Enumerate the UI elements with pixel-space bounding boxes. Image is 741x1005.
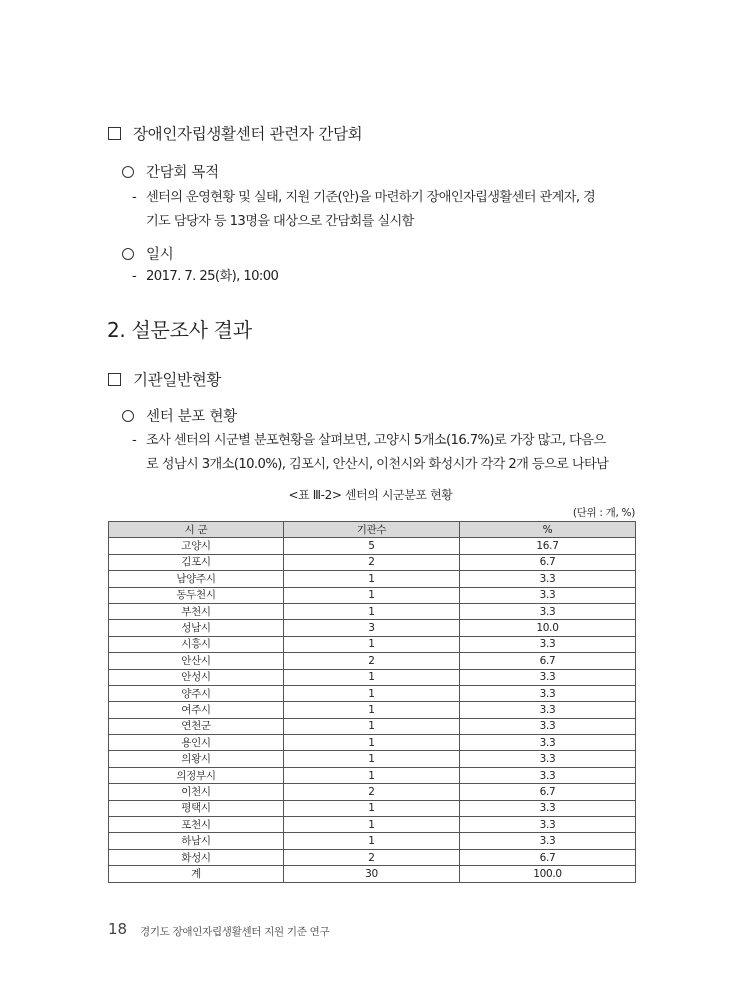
- table-unit: (단위 : 개, %): [572, 507, 635, 519]
- cell-count: 1: [284, 718, 460, 734]
- cell-city: 안산시: [109, 653, 284, 669]
- cell-count: 1: [284, 587, 460, 603]
- table-row: [109, 587, 636, 603]
- date-heading-text: 일시: [146, 247, 174, 263]
- cell-percent: 3.3: [460, 603, 636, 619]
- cell-percent: 3.3: [460, 669, 636, 685]
- cell-count: 2: [284, 554, 460, 570]
- table-row: [109, 735, 636, 751]
- footer-title: 경기도 장애인자립생활센터 지원 기준 연구: [140, 926, 330, 938]
- date-paragraph: [132, 265, 646, 289]
- cell-count: 1: [284, 603, 460, 619]
- cell-percent: 6.7: [460, 554, 636, 570]
- cell-count: 2: [284, 784, 460, 800]
- cell-percent: 3.3: [460, 800, 636, 816]
- cell-count: 3: [284, 620, 460, 636]
- cell-percent: 10.0: [460, 620, 636, 636]
- cell-percent: 3.3: [460, 571, 636, 587]
- checkbox-square-icon: [108, 373, 121, 386]
- table-header-row: [109, 522, 636, 538]
- cell-count: 1: [284, 735, 460, 751]
- table-row: [109, 833, 636, 849]
- cell-count: 30: [284, 866, 460, 882]
- table-row: [109, 702, 636, 718]
- table-row: [109, 784, 636, 800]
- table-row: [109, 636, 636, 652]
- distribution-heading: [122, 405, 237, 426]
- cell-city: 양주시: [109, 685, 284, 701]
- table-row: [109, 653, 636, 669]
- table-row: [109, 603, 636, 619]
- circle-bullet-icon: [122, 166, 134, 178]
- cell-city: 성남시: [109, 620, 284, 636]
- cell-city: 연천군: [109, 718, 284, 734]
- cell-city: 시흥시: [109, 636, 284, 652]
- page-number: 18: [108, 920, 128, 938]
- cell-city: 의왕시: [109, 751, 284, 767]
- distribution-table: [108, 521, 636, 883]
- checkbox-square-icon: [108, 127, 121, 140]
- circle-bullet-icon: [122, 248, 134, 260]
- purpose-heading: [122, 161, 219, 182]
- section-title-general: [108, 368, 221, 390]
- cell-percent: 3.3: [460, 817, 636, 833]
- table-row: [109, 538, 636, 554]
- cell-count: 5: [284, 538, 460, 554]
- cell-percent: 3.3: [460, 718, 636, 734]
- cell-city: 용인시: [109, 735, 284, 751]
- cell-percent: 3.3: [460, 587, 636, 603]
- distribution-paragraph: [132, 429, 646, 477]
- cell-count: 1: [284, 669, 460, 685]
- cell-percent: 3.3: [460, 685, 636, 701]
- circle-bullet-icon: [122, 410, 134, 422]
- table-row: [109, 620, 636, 636]
- cell-percent: 3.3: [460, 636, 636, 652]
- table-row: [109, 571, 636, 587]
- cell-percent: 16.7: [460, 538, 636, 554]
- cell-city: 평택시: [109, 800, 284, 816]
- cell-city: 하남시: [109, 833, 284, 849]
- cell-percent: 6.7: [460, 849, 636, 865]
- cell-count: 1: [284, 571, 460, 587]
- cell-city: 포천시: [109, 817, 284, 833]
- cell-count: 2: [284, 849, 460, 865]
- header-percent: %: [460, 522, 636, 538]
- general-title-text: 기관일반현황: [133, 371, 222, 389]
- cell-count: 1: [284, 685, 460, 701]
- cell-percent: 3.3: [460, 702, 636, 718]
- cell-percent: 6.7: [460, 784, 636, 800]
- cell-city: 계: [109, 866, 284, 882]
- header-city: 시 군: [109, 522, 284, 538]
- purpose-line-2: 기도 담당자 등 13명을 대상으로 간담회를 실시함: [146, 214, 414, 229]
- table-row: [109, 718, 636, 734]
- cell-count: 1: [284, 833, 460, 849]
- dash-bullet: -: [132, 190, 137, 205]
- cell-percent: 100.0: [460, 866, 636, 882]
- table-row: [109, 685, 636, 701]
- cell-count: 1: [284, 702, 460, 718]
- cell-count: 1: [284, 767, 460, 783]
- purpose-paragraph: [132, 186, 646, 234]
- purpose-line-1: 센터의 운영현황 및 실태, 지원 기준(안)을 마련하기 장애인자립생활센터 관계자, 경: [146, 190, 596, 205]
- cell-percent: 6.7: [460, 653, 636, 669]
- purpose-heading-text: 간담회 목적: [146, 165, 219, 181]
- cell-count: 1: [284, 751, 460, 767]
- cell-percent: 3.3: [460, 767, 636, 783]
- cell-city: 김포시: [109, 554, 284, 570]
- dash-bullet: -: [132, 269, 137, 284]
- cell-count: 1: [284, 636, 460, 652]
- table-row: [109, 751, 636, 767]
- survey-results-heading: 2. 설문조사 결과: [107, 318, 252, 342]
- table-row: [109, 817, 636, 833]
- cell-city: 고양시: [109, 538, 284, 554]
- table-row: [109, 669, 636, 685]
- cell-city: 여주시: [109, 702, 284, 718]
- cell-city: 의정부시: [109, 767, 284, 783]
- table-caption: <표 Ⅲ-2> 센터의 시군분포 현황: [288, 488, 453, 502]
- header-count: 기관수: [284, 522, 460, 538]
- table-total-row: [109, 866, 636, 882]
- table-row: [109, 767, 636, 783]
- cell-count: 2: [284, 653, 460, 669]
- distribution-line-1: 조사 센터의 시군별 분포현황을 살펴보면, 고양시 5개소(16.7%)로 가장 많고, 다음으: [146, 433, 606, 448]
- cell-count: 1: [284, 817, 460, 833]
- cell-city: 화성시: [109, 849, 284, 865]
- table-row: [109, 849, 636, 865]
- cell-city: 안성시: [109, 669, 284, 685]
- distribution-heading-text: 센터 분포 현황: [146, 409, 237, 425]
- cell-city: 부천시: [109, 603, 284, 619]
- date-line: 2017. 7. 25(화), 10:00: [146, 269, 279, 284]
- distribution-line-2: 로 성남시 3개소(10.0%), 김포시, 안산시, 이천시와 화성시가 각각 2개 등으로 나타남: [146, 457, 609, 472]
- cell-percent: 3.3: [460, 751, 636, 767]
- dash-bullet: -: [132, 433, 137, 448]
- cell-percent: 3.3: [460, 833, 636, 849]
- section-title-text: 장애인자립생활센터 관련자 간담회: [133, 125, 363, 143]
- cell-percent: 3.3: [460, 735, 636, 751]
- date-heading: [122, 243, 173, 264]
- cell-count: 1: [284, 800, 460, 816]
- cell-city: 남양주시: [109, 571, 284, 587]
- table-row: [109, 800, 636, 816]
- table-row: [109, 554, 636, 570]
- section-title-meeting: [108, 122, 362, 144]
- cell-city: 동두천시: [109, 587, 284, 603]
- cell-city: 이천시: [109, 784, 284, 800]
